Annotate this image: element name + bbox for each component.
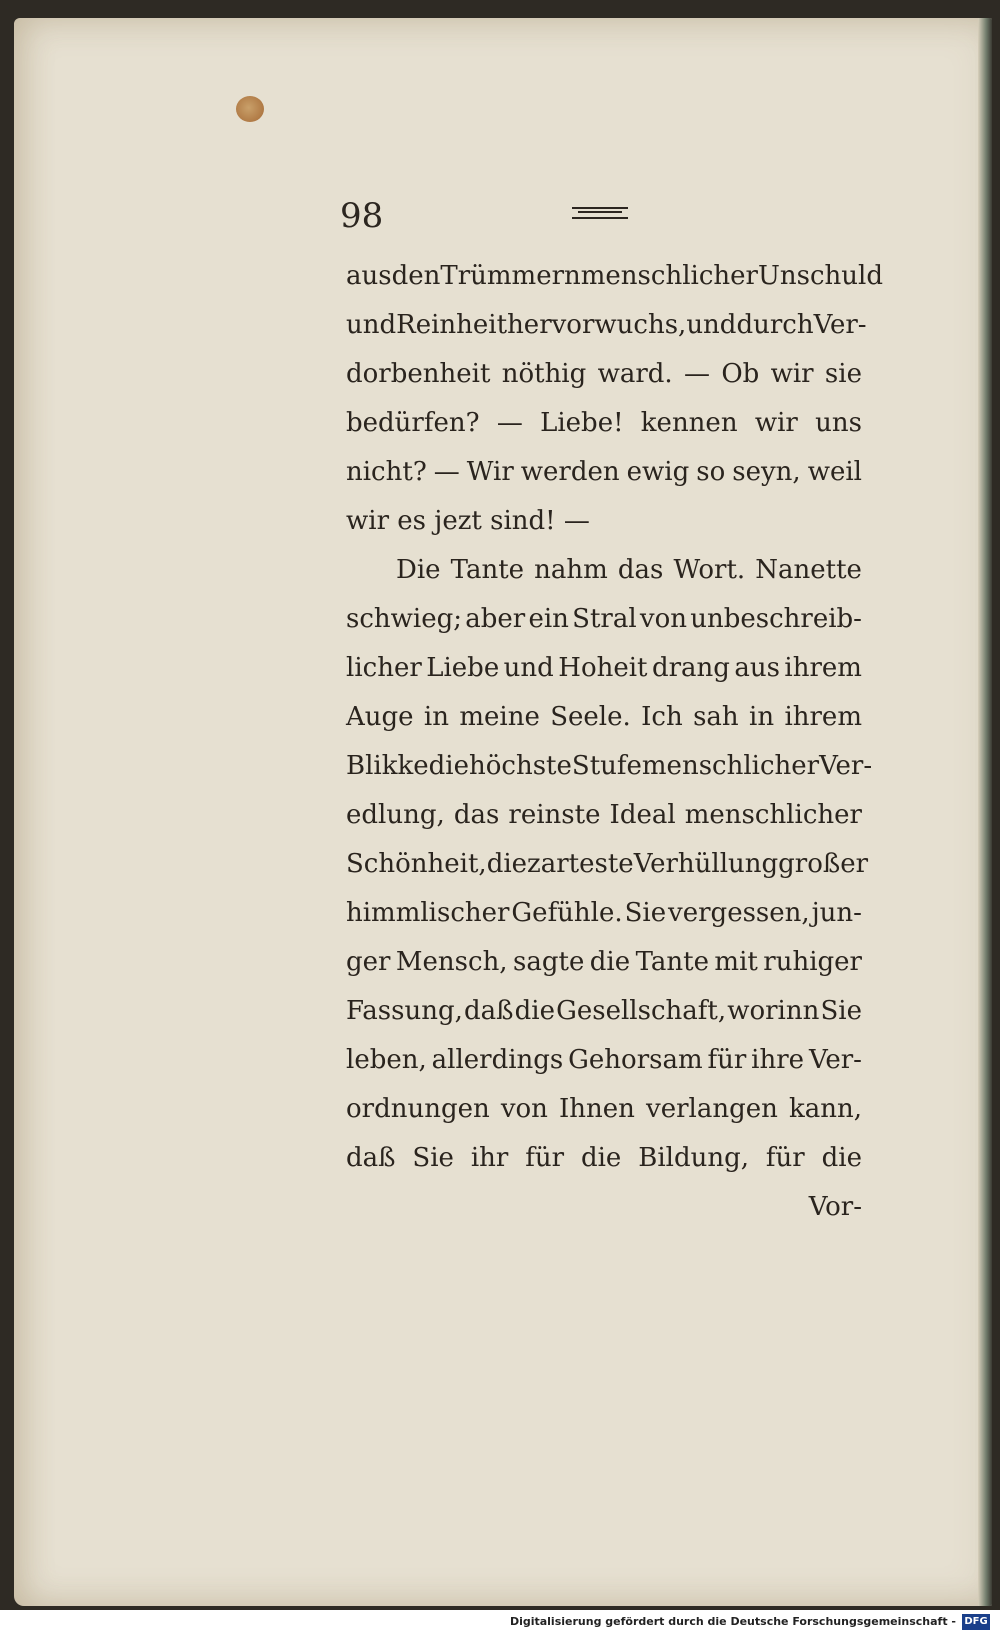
word: seyn, [732, 457, 801, 487]
word: Wir [466, 457, 514, 487]
text-line [346, 1085, 862, 1134]
word: in [423, 702, 449, 732]
word: Ihnen [559, 1094, 635, 1124]
word: wir [770, 359, 814, 389]
word: Seele. [550, 702, 631, 732]
word: worinn [727, 996, 820, 1026]
word: Liebe [426, 653, 500, 683]
text-line [346, 742, 873, 791]
digitization-footer [0, 1610, 1000, 1635]
word: ger [346, 947, 391, 977]
word: Stufe [571, 751, 642, 781]
word: Blikke [346, 751, 429, 781]
paper-stain [236, 96, 264, 122]
word: himmlischer [346, 898, 510, 928]
word: Stral [572, 604, 637, 634]
word: Sie [820, 996, 862, 1026]
word: die [514, 996, 555, 1026]
word: von [639, 604, 687, 634]
text-line [346, 1134, 862, 1183]
word: mit [714, 947, 758, 977]
word: die [821, 1143, 862, 1173]
word: ruhiger [763, 947, 862, 977]
word: aber [465, 604, 526, 634]
funding-credit: Digitalisierung gefördert durch die Deutsche Forschungsgemeinschaft - [509, 1615, 956, 1628]
word: uns [815, 408, 862, 438]
body-text [346, 252, 883, 1232]
word: ordnungen [346, 1094, 490, 1124]
word: für [525, 1143, 565, 1173]
word: Sie [412, 1143, 454, 1173]
word: hervorwuchs, [507, 310, 687, 340]
text-line [346, 791, 862, 840]
word: ihrem [784, 702, 862, 732]
text-line [346, 448, 862, 497]
word: das [617, 555, 664, 585]
word: verlangen [646, 1094, 778, 1124]
word: drang [651, 653, 730, 683]
word: höchste [469, 751, 572, 781]
word: ein [528, 604, 569, 634]
word: nahm [534, 555, 608, 585]
word: Ideal [609, 800, 676, 830]
text-line [346, 938, 862, 987]
word: und [503, 653, 554, 683]
word: edlung, [346, 800, 445, 830]
text-line: wir es jezt sind! — [346, 506, 590, 536]
word: für [707, 1045, 747, 1075]
word: Ver- [813, 310, 867, 340]
word: die [580, 1143, 622, 1173]
word: Nanette [755, 555, 862, 585]
word: licher [346, 653, 422, 683]
text-line [346, 546, 862, 595]
word: daß [346, 1143, 396, 1173]
word: weil [807, 457, 862, 487]
word: — [684, 359, 710, 389]
word: Verhüllung [633, 849, 779, 879]
word: Schönheit, [346, 849, 487, 879]
word: von [500, 1094, 548, 1124]
text-line [346, 987, 862, 1036]
word: Unschuld [757, 261, 883, 291]
word: Liebe! [540, 408, 624, 438]
word: die [486, 849, 528, 879]
word: menschlicher [684, 800, 862, 830]
text-line [346, 889, 862, 938]
word: Wort. [673, 555, 746, 585]
word: und [686, 310, 737, 340]
word: reinste [508, 800, 601, 830]
word: Ver- [808, 1045, 862, 1075]
word: großer [778, 849, 869, 879]
header-rule-ornament [572, 207, 628, 219]
word: sah [693, 702, 739, 732]
text-line [346, 595, 862, 644]
word: für [765, 1143, 805, 1173]
word: die [428, 751, 469, 781]
text-line [346, 350, 862, 399]
word: bedürfen? [346, 408, 480, 438]
word: durch [736, 310, 814, 340]
word: ward. [597, 359, 673, 389]
word: — [433, 457, 460, 487]
word: Die [396, 555, 441, 585]
word: und [346, 310, 397, 340]
word: allerdings [431, 1045, 564, 1075]
word: Hoheit [558, 653, 648, 683]
word: Ver- [819, 751, 873, 781]
text-line [346, 840, 869, 889]
word: den [391, 261, 441, 291]
word: Tante [635, 947, 709, 977]
word: kann, [788, 1094, 862, 1124]
word: Sie [624, 898, 667, 928]
text-line [346, 1036, 862, 1085]
page-edge [978, 18, 992, 1606]
word: — [496, 408, 523, 438]
text-line [346, 399, 862, 448]
catchword: Vor- [808, 1192, 862, 1222]
word: Tante [450, 555, 525, 585]
word: meine [459, 702, 540, 732]
word: ihr [470, 1143, 509, 1173]
word: Gefühle. [511, 898, 623, 928]
word: ewig [626, 457, 690, 487]
word: ihre [751, 1045, 805, 1075]
word: Ob [721, 359, 760, 389]
dfg-logo: DFG [962, 1614, 990, 1630]
word: sagte [513, 947, 585, 977]
word: Mensch, [395, 947, 508, 977]
word: werden [520, 457, 620, 487]
word: kennen [640, 408, 738, 438]
word: leben, [346, 1045, 427, 1075]
word: Gesellschaft, [556, 996, 727, 1026]
text-line [346, 693, 862, 742]
word: Fassung, [346, 996, 463, 1026]
word: menschlicher [580, 261, 758, 291]
word: Reinheit [396, 310, 508, 340]
word: unbeschreib- [690, 604, 862, 634]
word: vergessen, [668, 898, 810, 928]
word: ihrem [784, 653, 862, 683]
word: sie [824, 359, 862, 389]
page-number: 98 [340, 196, 384, 236]
word: dorbenheit [346, 359, 491, 389]
word: die [589, 947, 631, 977]
word: daß [463, 996, 514, 1026]
text-line [346, 301, 867, 350]
word: aus [346, 261, 392, 291]
word: nicht? [346, 457, 427, 487]
word: jun- [811, 898, 862, 928]
word: Bildung, [638, 1143, 749, 1173]
word: zarteste [527, 849, 634, 879]
word: Auge [346, 702, 414, 732]
word: so [696, 457, 726, 487]
word: menschlicher [641, 751, 820, 781]
word: schwieg; [346, 604, 463, 634]
text-line [346, 252, 883, 301]
word: aus [734, 653, 780, 683]
text-line [346, 644, 862, 693]
word: nöthig [501, 359, 587, 389]
word: Ich [641, 702, 683, 732]
word: das [453, 800, 500, 830]
word: wir [754, 408, 798, 438]
word: in [749, 702, 775, 732]
word: Trümmern [440, 261, 581, 291]
word: Gehorsam [568, 1045, 703, 1075]
